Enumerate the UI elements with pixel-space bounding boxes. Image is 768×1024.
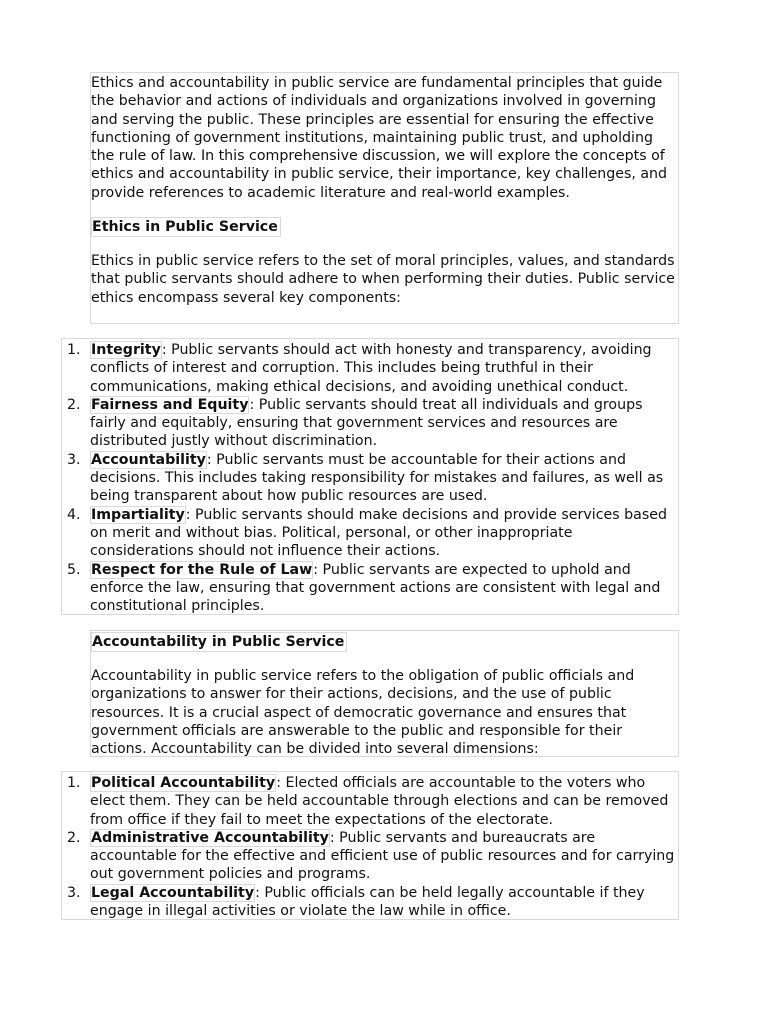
list-term: Impartiality xyxy=(91,506,185,523)
list-item xyxy=(62,396,678,451)
list-number: 2. xyxy=(67,396,81,413)
accountability-section xyxy=(90,630,679,757)
list-text: : Public officials can be held legally accountable if they engage in illegal activities or violate the law while in office. xyxy=(90,884,645,920)
list-text: : Public servants should act with honesty and transparency, avoiding conflicts of interest and corruption. This includes being truthful in their communications, making ethical decisions, and avoiding unethical conduct. xyxy=(90,342,652,395)
ethics-components-list xyxy=(62,341,678,615)
list-text: : Elected officials are accountable to the voters who elect them. They can be held accountable through elections and can be removed from office if they fail to meet the expectations of the electorate. xyxy=(90,775,669,828)
list-number: 2. xyxy=(67,829,81,846)
list-text: : Public servants should make decisions and provide services based on merit and without bias. Political, personal, or other inappropriate considerations should not influence their actions. xyxy=(90,506,667,560)
list-item xyxy=(62,341,678,396)
list-number: 1. xyxy=(67,775,81,791)
accountability-paragraph: Accountability in public service refers to the obligation of public officials and organizations to answer for their actions, decisions, and the use of public resources. It is a crucial aspect of democratic governance and ensures that government officials are answerable to the public and responsible for their actions. Accountability can be divided into several dimensions: xyxy=(91,668,635,758)
list-term: Accountability xyxy=(91,451,206,468)
accountability-dimensions-list xyxy=(62,774,678,920)
list-term: Respect for the Rule of Law xyxy=(91,561,313,578)
intro-section xyxy=(90,72,679,324)
list-item xyxy=(62,561,678,616)
list-number: 4. xyxy=(67,506,81,523)
accountability-dimensions-list-section xyxy=(61,771,679,920)
list-number: 5. xyxy=(67,561,81,578)
ethics-components-list-section xyxy=(61,338,679,615)
list-item xyxy=(62,774,678,829)
intro-paragraph: Ethics and accountability in public service are fundamental principles that guide the behavior and actions of individuals and organizations involved in governing and serving the public. These principles are essential for ensuring the effective functioning of government institutions, maintaining public trust, and upholding the rule of law. In this comprehensive discussion, we will explore the concepts of ethics and accountability in public service, their importance, key challenges, and provide references to academic literature and real-world examples. xyxy=(91,75,668,201)
list-item xyxy=(62,829,678,884)
list-item xyxy=(62,884,678,921)
list-term: Administrative Accountability xyxy=(91,829,329,846)
list-term: Integrity xyxy=(91,342,161,358)
list-text: : Public servants are expected to uphold and enforce the law, ensuring that government actions are consistent with legal and constitutional principles. xyxy=(90,561,661,615)
list-text: : Public servants should treat all individuals and groups fairly and equitably, ensuring that government services and resources are distributed justly without discrimination. xyxy=(90,396,643,450)
list-number: 3. xyxy=(67,884,81,901)
list-number: 3. xyxy=(67,451,81,468)
list-term: Political Accountability xyxy=(91,775,276,791)
list-text: : Public servants must be accountable for their actions and decisions. This includes taking responsibility for mistakes and failures, as well as being transparent about how public resources are used. xyxy=(90,451,664,505)
list-item xyxy=(62,451,678,506)
accountability-heading: Accountability in Public Service xyxy=(91,632,347,652)
ethics-paragraph: Ethics in public service refers to the set of moral principles, values, and standards that public servants should adhere to when performing their duties. Public service ethics encompass several key components: xyxy=(91,253,675,306)
ethics-heading: Ethics in Public Service xyxy=(91,217,281,237)
list-term: Legal Accountability xyxy=(91,884,255,901)
list-item xyxy=(62,506,678,561)
list-term: Fairness and Equity xyxy=(91,396,249,413)
list-text: : Public servants and bureaucrats are accountable for the effective and efficient use of public resources and for carrying out government policies and programs. xyxy=(90,829,675,883)
list-number: 1. xyxy=(67,342,81,358)
